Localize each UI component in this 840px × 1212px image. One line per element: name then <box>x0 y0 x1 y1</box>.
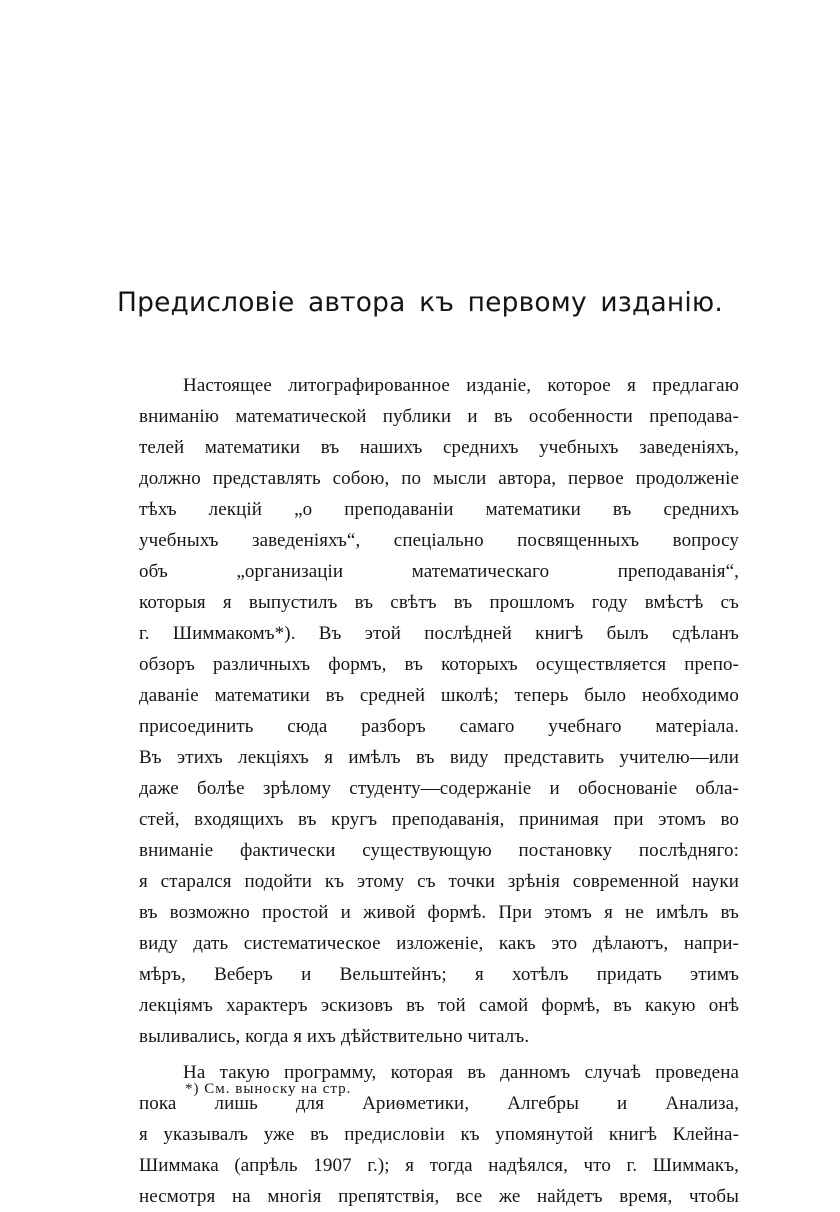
text-line: въ возможно простой и живой формѣ. При этомъ я не имѣлъ въ <box>139 902 739 923</box>
text-line: Въ этихъ лекціяхъ я имѣлъ въ виду представить учителю—или <box>139 747 739 768</box>
text-line: пока лишь для Ариѳметики, Алгебры и Анализа, <box>139 1093 739 1114</box>
text-line: я указывалъ уже въ предисловіи къ упомянутой книгѣ Клейна- <box>139 1124 739 1145</box>
text-line: обзоръ различныхъ формъ, въ которыхъ осуществляется препо- <box>139 654 739 675</box>
text-line: лекціямъ характеръ эскизовъ въ той самой формѣ, въ какую онѣ <box>139 995 739 1016</box>
text-line: даваніе математики въ средней школѣ; теперь было необходимо <box>139 685 739 706</box>
footnote: *) См. выноску на стр. <box>185 1081 352 1097</box>
text-line: вниманіе фактически существующую постановку послѣдняго: <box>139 840 739 861</box>
paragraph-1 <box>139 370 739 1052</box>
text-line: вниманію математической публики и въ особенности преподава- <box>139 406 739 427</box>
text-line: объ „организаціи математическаго преподаванія“, <box>139 561 739 582</box>
text-line: стей, входящихъ въ кругъ преподаванія, принимая при этомъ во <box>139 809 739 830</box>
text-line: несмотря на многія препятствія, все же найдетъ время, чтобы <box>139 1186 739 1207</box>
text-line: должно представлять собою, по мысли автора, первое продолженіе <box>139 468 739 489</box>
text-line: присоединить сюда разборъ самаго учебнаго матеріала. <box>139 716 739 737</box>
text-line: телей математики въ нашихъ среднихъ учебныхъ заведеніяхъ, <box>139 437 739 458</box>
text-line: мѣръ, Веберъ и Вельштейнъ; я хотѣлъ придать этимъ <box>139 964 739 985</box>
text-line: г. Шиммакомъ*). Въ этой послѣдней книгѣ былъ сдѣланъ <box>139 623 739 644</box>
text-line: Настоящее литографированное изданіе, которое я предлагаю <box>183 375 739 396</box>
text-line: Шиммака (апрѣль 1907 г.); я тогда надѣялся, что г. Шиммакъ, <box>139 1155 739 1176</box>
text-line: виду дать систематическое изложеніе, какъ это дѣлаютъ, напри- <box>139 933 739 954</box>
text-line: которыя я выпустилъ въ свѣтъ въ прошломъ году вмѣстѣ съ <box>139 592 739 613</box>
text-line: выливались, когда я ихъ дѣйствительно читалъ. <box>139 1026 530 1047</box>
text-line: тѣхъ лекцій „о преподаваніи математики въ среднихъ <box>139 499 739 520</box>
text-line: даже болѣе зрѣлому студенту—содержаніе и обоснованіе обла- <box>139 778 739 799</box>
text-line: я старался подойти къ этому съ точки зрѣнія современной науки <box>139 871 739 892</box>
text-line: учебныхъ заведеніяхъ“, спеціально посвященныхъ вопросу <box>139 530 739 551</box>
page-title: Предисловіе автора къ первому изданію. <box>116 287 724 318</box>
text-line: На такую программу, которая въ данномъ случаѣ проведена <box>183 1062 739 1083</box>
